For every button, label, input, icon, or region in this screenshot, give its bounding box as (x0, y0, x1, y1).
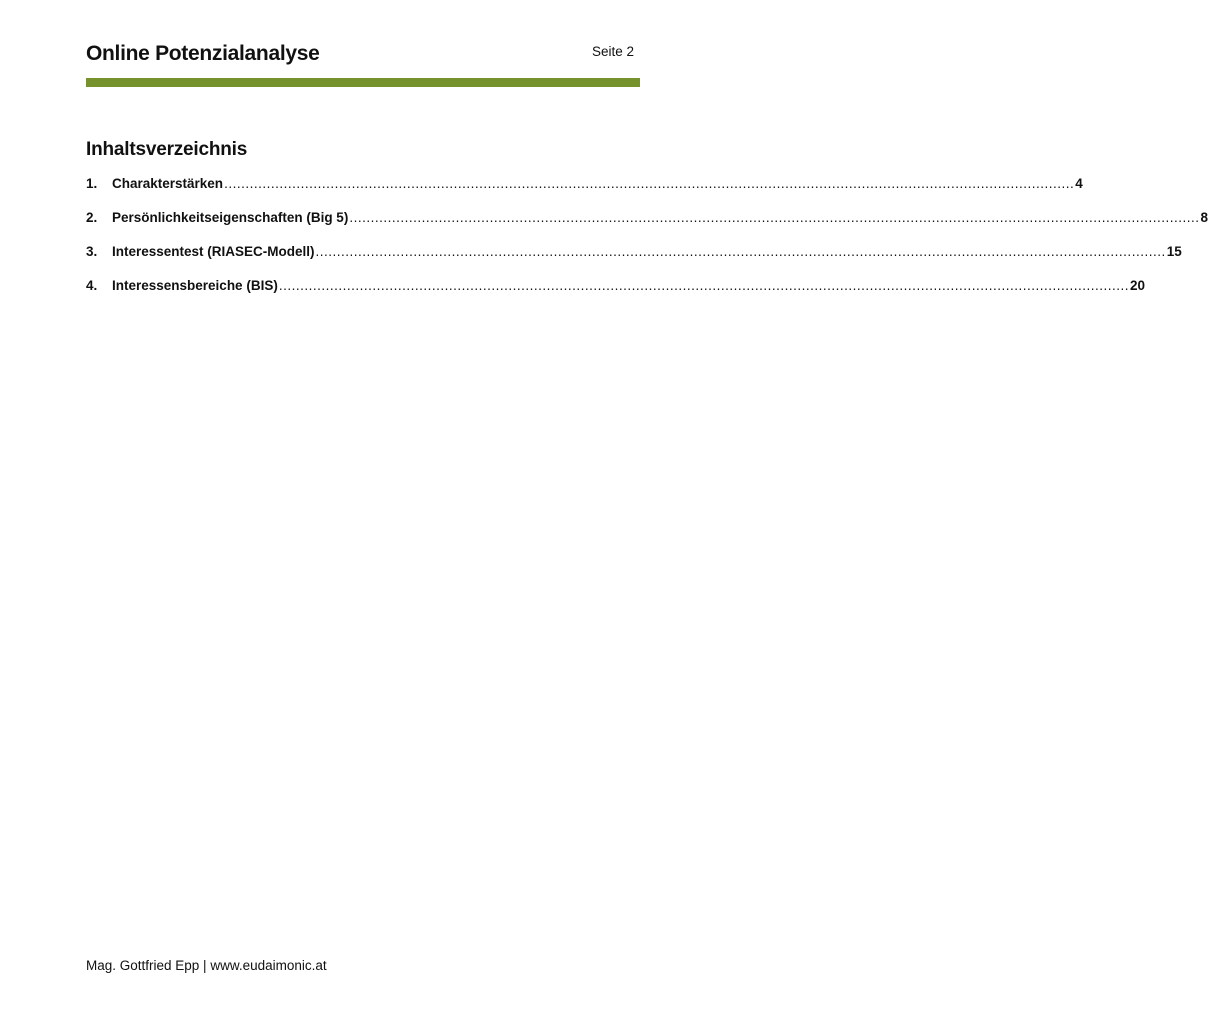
toc-dot-leader: ........................................................................................................................................................................................................ (315, 244, 1166, 259)
toc-entry-number: 1. (86, 176, 98, 191)
page-number-label: Seite 2 (591, 44, 634, 59)
toc-entry-title[interactable]: Interessensbereiche (BIS) (112, 278, 278, 293)
document-title: Online Potenzialanalyse (86, 42, 320, 65)
toc-entry-page[interactable]: 15 (1166, 244, 1182, 259)
toc-entry-title[interactable]: Interessentest (RIASEC-Modell) (112, 244, 315, 259)
toc-entry-number: 3. (86, 244, 98, 259)
toc-entry[interactable] (86, 278, 1146, 312)
toc-entry-title[interactable]: Persönlichkeitseigenschaften (Big 5) (112, 210, 349, 225)
page-footer: Mag. Gottfried Epp | www.eudaimonic.at (86, 958, 327, 973)
toc-heading: Inhaltsverzeichnis (86, 139, 248, 160)
header-divider (86, 78, 640, 87)
toc-entry-page[interactable]: 20 (1129, 278, 1146, 293)
toc-dot-leader: ........................................................................................................................................................................................................ (224, 176, 1075, 191)
toc-entry-page[interactable]: 8 (1200, 210, 1208, 225)
toc-entry[interactable] (86, 244, 1182, 278)
toc-entry-number: 4. (86, 278, 98, 293)
toc-entry-number: 2. (86, 210, 98, 225)
toc-dot-leader: ........................................................................................................................................................................................................ (349, 210, 1200, 225)
toc-entry[interactable] (86, 176, 1083, 210)
toc-dot-leader: ........................................................................................................................................................................................................ (278, 278, 1129, 293)
toc-entry-page[interactable]: 4 (1075, 176, 1083, 191)
toc-entry[interactable] (86, 210, 1208, 244)
toc-entry-title[interactable]: Charakterstärken (112, 176, 224, 191)
table-of-contents (86, 176, 1208, 312)
